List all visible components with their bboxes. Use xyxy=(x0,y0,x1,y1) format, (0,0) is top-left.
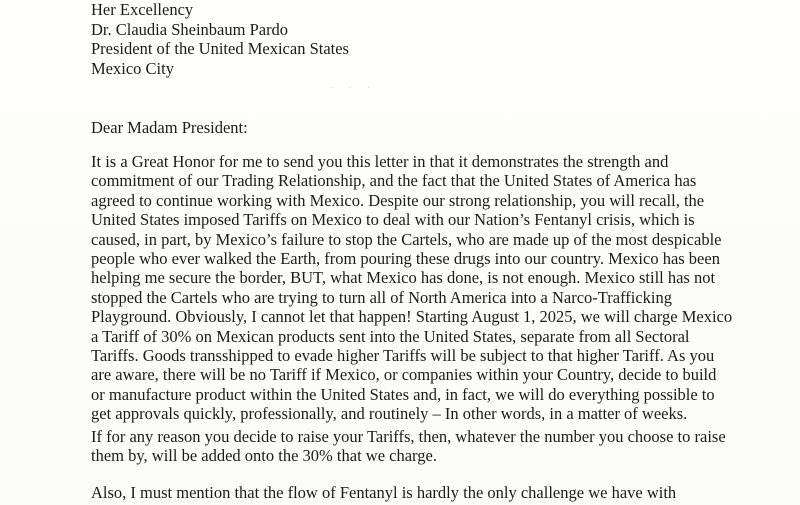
paragraph-line: Tariffs. Goods transshipped to evade higher Tariffs will be subject to that higher Tariff. As you xyxy=(91,346,715,366)
paragraph-line: a Tariff of 30% on Mexican products sent into the United States, separate from all Sectoral xyxy=(91,326,690,346)
paragraph-line: them by, will be added onto the 30% that we charge. xyxy=(91,446,437,466)
address-line: President of the United Mexican States xyxy=(91,39,349,58)
address-line: Her Excellency xyxy=(91,0,194,19)
paragraph-line: If for any reason you decide to raise your Tariffs, then, whatever the number you choose to raise xyxy=(91,427,726,446)
paragraph-line: or manufacture product within the United States and, in fact, we will do everything possible to xyxy=(91,384,715,404)
body-paragraph-1 xyxy=(91,152,732,424)
paragraph-line: get approvals quickly, professionally, and routinely – In other words, in a matter of weeks. xyxy=(91,404,688,424)
body-paragraph-2 xyxy=(91,427,726,466)
address-line: Dr. Claudia Sheinbaum Pardo xyxy=(91,19,289,39)
paragraph-line: United States imposed Tariffs on Mexico to deal with our Nation’s Fentanyl crisis, which is xyxy=(91,210,695,230)
paragraph-line: Playground. Obviously, I cannot let that happen! Starting August 1, 2025, we will charge Mexico xyxy=(91,307,733,327)
paragraph-line: caused, in part, by Mexico’s failure to stop the Cartels, who are made up of the most despicable xyxy=(91,229,722,249)
paragraph-line: people who ever walked the Earth, from pouring these drugs into our country. Mexico has been xyxy=(91,249,720,269)
paragraph-line: stopped the Cartels who are trying to turn all of North America into a Narco-Trafficking xyxy=(91,287,673,307)
body-paragraph-3 xyxy=(91,483,676,505)
recipient-address-block xyxy=(91,0,349,78)
scan-smudge: · · · xyxy=(330,82,377,94)
paragraph-line: commitment of our Trading Relationship, and the fact that the United States of America has xyxy=(91,171,697,191)
salutation: Dear Madam President: xyxy=(91,118,248,137)
paragraph-line: Also, I must mention that the flow of Fentanyl is hardly the only challenge we have with xyxy=(91,483,677,502)
address-line: Mexico City xyxy=(91,58,174,78)
paragraph-line: agreed to continue working with Mexico. Despite our strong relationship, you will recall, the xyxy=(91,190,705,210)
paragraph-line: helping me secure the border, BUT, what Mexico has done, is not enough. Mexico still has not xyxy=(91,268,716,288)
paragraph-line: are aware, there will be no Tariff if Mexico, or companies within your Country, decide to build xyxy=(91,365,717,385)
paragraph-line: It is a Great Honor for me to send you this letter in that it demonstrates the strength and xyxy=(91,152,669,171)
